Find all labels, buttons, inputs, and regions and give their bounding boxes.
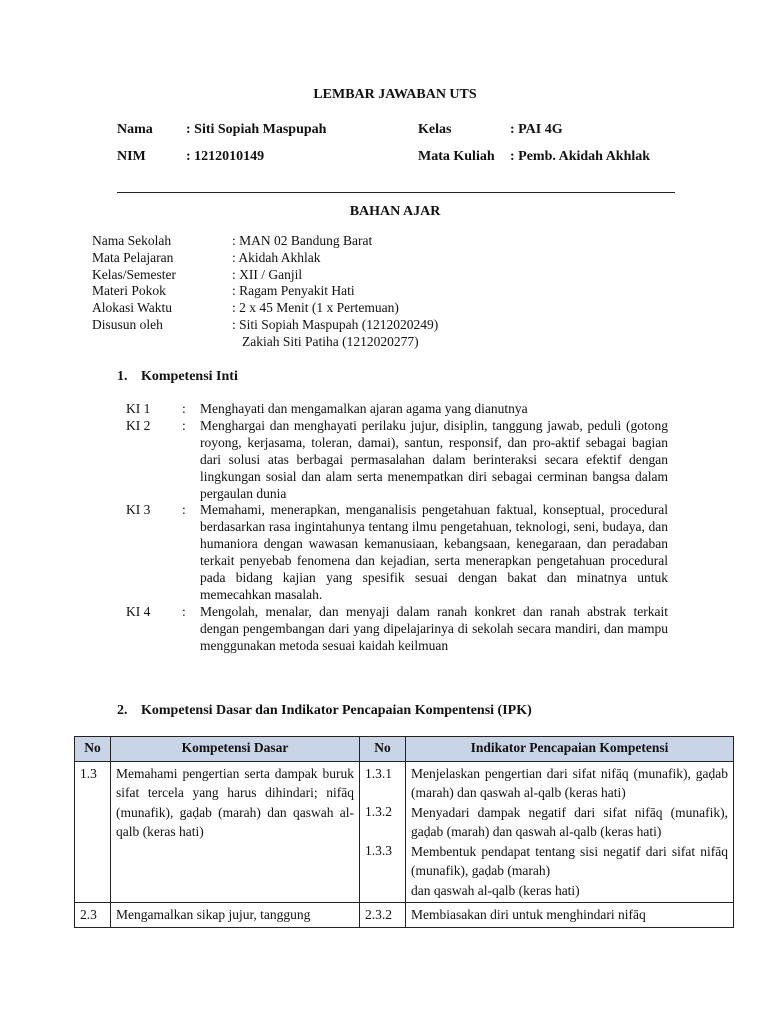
ipk-text: Menjelaskan pengertian dari sifat nifāq (munafik), gaḍab (marah) dan qaswah al-qalb (keras hati)	[411, 765, 728, 800]
ipk-text: Menyadari dampak negatif dari sifat nifāq (munafik), gaḍab (marah) dan qaswah al-qalb (keras hati)	[411, 804, 728, 839]
ipk-number: 1.3.3	[365, 842, 392, 858]
info-label: Kelas/Semester	[92, 266, 176, 282]
table-header-row	[75, 737, 734, 762]
ki-text: Menghayati dan mengamalkan ajaran agama yang dianutnya	[200, 401, 528, 416]
nim-label: NIM	[117, 149, 146, 164]
ki-item	[126, 502, 668, 603]
ipk-number: 1.3.1	[365, 765, 392, 781]
info-label: Materi Pokok	[92, 283, 166, 299]
ki-colon: :	[182, 502, 186, 518]
info-label: Disusun oleh	[92, 316, 163, 332]
info-value: : Siti Sopiah Maspupah (1212020249)	[232, 316, 439, 332]
section-title: Kompetensi Dasar dan Indikator Pencapaian Kompentensi (IPK)	[141, 703, 532, 718]
kd-ipk-table	[74, 736, 734, 928]
ipk-number: 1.3.2	[365, 804, 392, 819]
ki-colon: :	[182, 401, 186, 416]
info-row-mata-pelajaran	[92, 250, 438, 267]
cell-no: 2.3	[75, 903, 111, 928]
cell-indikator	[406, 761, 734, 903]
info-value: : MAN 02 Bandung Barat	[232, 233, 373, 248]
cell-ipk-number: 2.3.2	[360, 903, 406, 928]
info-value: : Ragam Penyakit Hati	[232, 283, 355, 299]
ki-item	[126, 401, 668, 418]
table-header-indikator: Indikator Pencapaian Kompetensi	[406, 737, 734, 762]
info-label: Nama Sekolah	[92, 233, 172, 248]
ki-item	[126, 418, 668, 503]
section-number: 1.	[117, 369, 128, 384]
ki-text: Menghargai dan menghayati perilaku jujur, disiplin, tanggung jawab, peduli (gotong royong, kerjasama, toleran, damai), santun, responsif, dan pro-aktif sebagai bagian dari solusi atas berbagai permasalahan dalam berinteraksi secara efektif dengan lingkungan sosial dan alam serta menempatkan diri sebagai cerminan bangsa dalam pergaulan dunia	[200, 417, 668, 501]
kompetensi-inti-list	[126, 401, 668, 655]
ki-text: Memahami, menerapkan, menganalisis pengetahuan faktual, konseptual, procedural berdasarkan rasa ingintahunya tentang ilmu pengetahuan, teknologi, seni, budaya, dan humaniora dengan wawasan kemanusiaan, kebangsaan, kenegaraan, dan peradaban terkait penyebab fenomena dan kejadian, serta menerapkan pengetahuan procedural pada bidang kajian yang spesifik sesuai dengan bakat dan minatnya untuk memecahkan masalah.	[200, 502, 668, 602]
mata-kuliah-value: : Pemb. Akidah Akhlak	[510, 149, 651, 164]
info-value: : Akidah Akhlak	[232, 249, 321, 265]
nim-value: : 1212010149	[186, 149, 265, 164]
info-value-continued: Zakiah Siti Patiha (1212020277)	[242, 333, 419, 349]
ki-colon: :	[182, 417, 186, 433]
ki-code: KI 1	[126, 401, 151, 416]
mata-kuliah-label: Mata Kuliah	[418, 149, 495, 164]
table-header-no-ipk: No	[360, 737, 406, 762]
info-label: Mata Pelajaran	[92, 249, 174, 265]
kelas-value: : PAI 4G	[510, 122, 563, 137]
section-number: 2.	[117, 703, 128, 718]
table-row	[75, 903, 734, 928]
ki-colon: :	[182, 603, 186, 619]
ki-text: Mengolah, menalar, dan menyaji dalam ranah konkret dan ranah abstrak terkait dengan pengembangan dari yang dipelajarinya di sekolah secara mandiri, dan mampu menggunakan metoda sesuai kaidah keilmuan	[200, 603, 668, 653]
info-row-kelas-semester	[92, 267, 438, 284]
info-row-nama-sekolah	[92, 233, 438, 250]
info-row-materi-pokok	[92, 283, 438, 300]
table-header-kompetensi-dasar: Kompetensi Dasar	[111, 737, 360, 762]
header-divider	[117, 192, 675, 193]
section-1-heading	[117, 369, 238, 385]
ki-item	[126, 604, 668, 655]
section-title: Kompetensi Inti	[141, 369, 238, 384]
info-value: : XII / Ganjil	[232, 266, 303, 282]
info-value: : 2 x 45 Menit (1 x Pertemuan)	[232, 300, 399, 316]
table-row	[75, 761, 734, 903]
table-header-no: No	[75, 737, 111, 762]
cell-indikator: Membiasakan diri untuk menghindari nifāq	[406, 903, 734, 928]
ki-code: KI 2	[126, 417, 151, 433]
cell-kompetensi-dasar: Mengamalkan sikap jujur, tanggung	[111, 903, 360, 928]
info-block	[92, 233, 438, 351]
cell-no: 1.3	[75, 761, 111, 903]
section-heading: BAHAN AJAR	[349, 204, 441, 219]
ki-code: KI 4	[126, 603, 151, 619]
nama-label: Nama	[117, 122, 153, 137]
ipk-text: dan qaswah al-qalb (keras hati)	[411, 882, 580, 898]
info-row-alokasi-waktu	[92, 300, 438, 317]
document-title: LEMBAR JAWABAN UTS	[313, 87, 477, 102]
ki-code: KI 3	[126, 502, 151, 518]
cell-ipk-numbers	[360, 761, 406, 903]
info-row-disusun-oleh	[92, 317, 438, 334]
info-label: Alokasi Waktu	[92, 300, 173, 316]
ipk-text: Membentuk pendapat tentang sisi negatif dari sifat nifāq (munafik), gaḍab (marah)	[411, 843, 728, 878]
cell-kompetensi-dasar: Memahami pengertian serta dampak buruk sifat tercela yang harus dihindari; nifāq (munafik), gaḍab (marah) dan qaswah al-qalb (keras hati)	[111, 761, 360, 903]
section-2-heading	[117, 703, 532, 719]
kelas-label: Kelas	[418, 122, 452, 137]
nama-value: : Siti Sopiah Maspupah	[186, 122, 327, 137]
